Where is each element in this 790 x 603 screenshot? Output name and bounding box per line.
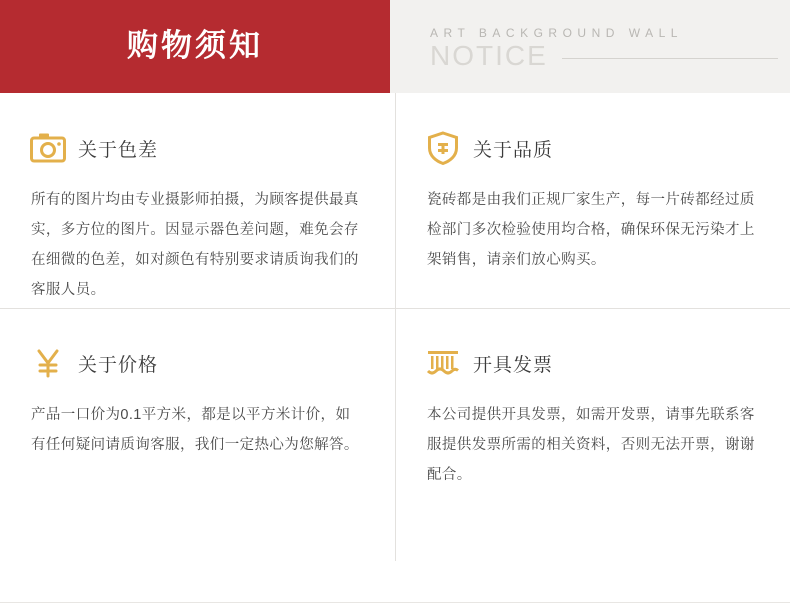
notice-item-invoice	[395, 308, 790, 561]
notice-item-body: 产品一口价为0.1平方米，都是以平方米计价，如有任何疑问请质询客服，我们一定热心为您解答。	[31, 407, 359, 453]
invoice-icon	[425, 345, 461, 381]
notice-item-color	[0, 93, 395, 308]
camera-icon	[30, 130, 66, 166]
notice-item-price	[0, 308, 395, 561]
shield-quality-icon	[425, 130, 461, 166]
notice-item-header	[395, 93, 790, 171]
header-title-en-row	[430, 39, 790, 71]
notice-item-title: 关于价格	[78, 354, 159, 376]
notice-item-title: 关于品质	[473, 139, 554, 161]
header-divider-line	[562, 58, 778, 59]
notice-item-body: 所有的图片均由专业摄影师拍摄，为顾客提供最真实，多方位的图片。因显示器色差问题，难免会存在细微的色差，如对颜色有特别要求请质询我们的客服人员。	[31, 192, 359, 298]
notice-item-title: 关于色差	[78, 139, 159, 161]
notice-item-header	[0, 308, 395, 386]
page-header	[0, 0, 790, 93]
page-title: 购物须知	[127, 28, 263, 63]
yuan-price-icon	[30, 345, 66, 381]
notice-item-header	[395, 308, 790, 386]
notice-item-body: 瓷砖都是由我们正规厂家生产，每一片砖都经过质检部门多次检验使用均合格，确保环保无污染才上架销售，请亲们放心购买。	[427, 192, 755, 268]
notice-grid	[0, 93, 790, 561]
header-english-block	[390, 0, 790, 93]
header-title-en: NOTICE	[430, 39, 548, 71]
notice-item-title: 开具发票	[473, 354, 554, 376]
notice-item-body: 本公司提供开具发票，如需开发票，请事先联系客服提供发票所需的相关资料，否则无法开票，谢谢配合。	[427, 407, 755, 483]
notice-item-quality	[395, 93, 790, 308]
header-subtitle-en: ART BACKGROUND WALL	[430, 25, 683, 40]
notice-item-header	[0, 93, 395, 171]
header-red-block	[0, 0, 390, 93]
